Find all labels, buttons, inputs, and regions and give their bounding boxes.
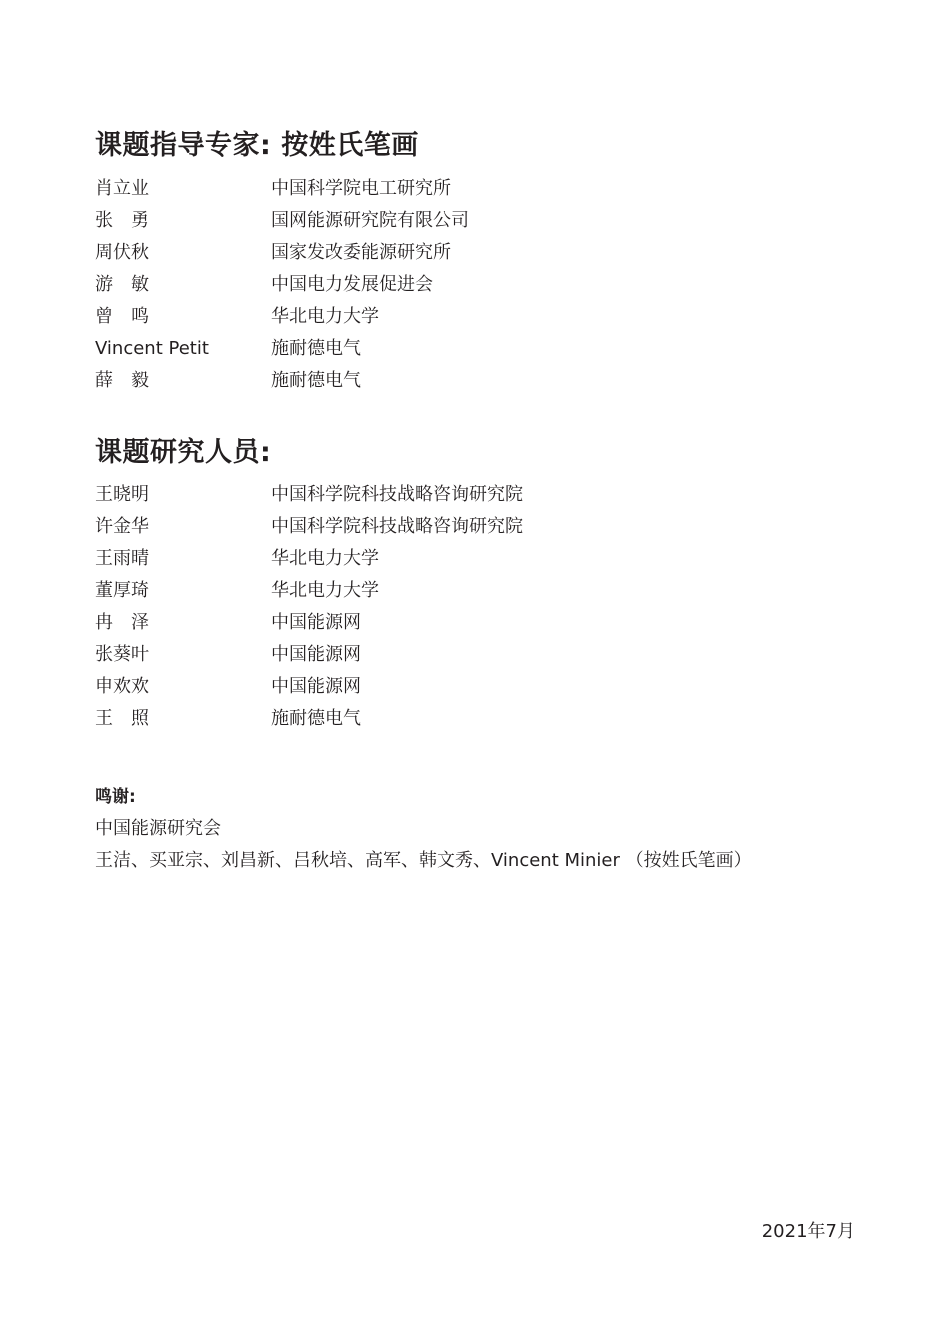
advisor-row (95, 173, 795, 205)
advisor-org: 国家发改委能源研究所 (271, 242, 451, 263)
advisor-name: 游 敏 (95, 274, 149, 295)
researcher-org: 施耐德电气 (271, 708, 361, 729)
researcher-org: 中国科学院科技战略咨询研究院 (271, 516, 523, 537)
advisors-heading: 课题指导专家: 按姓氏笔画 (95, 130, 419, 161)
acknowledgement-line: 中国能源研究会 (95, 818, 221, 839)
acknowledgements-heading: 鸣谢: (95, 787, 136, 807)
researcher-row (95, 607, 795, 639)
advisor-name: Vincent Petit (95, 338, 209, 359)
researcher-name: 申欢欢 (95, 676, 149, 697)
researcher-name: 王 照 (95, 708, 149, 729)
researcher-name: 许金华 (95, 516, 149, 537)
researcher-row (95, 543, 795, 575)
researcher-row (95, 671, 795, 703)
researchers-list (95, 479, 795, 735)
researcher-org: 华北电力大学 (271, 580, 379, 601)
advisor-name: 曾 鸣 (95, 306, 149, 327)
advisor-row (95, 301, 795, 333)
advisor-row (95, 269, 795, 301)
advisor-org: 中国电力发展促进会 (271, 274, 433, 295)
researcher-org: 中国能源网 (271, 612, 361, 633)
researchers-heading: 课题研究人员: (95, 437, 272, 468)
advisor-org: 施耐德电气 (271, 338, 361, 359)
researcher-row (95, 703, 795, 735)
researcher-row (95, 639, 795, 671)
researcher-name: 董厚琦 (95, 580, 149, 601)
advisor-row (95, 333, 795, 365)
researcher-org: 中国能源网 (271, 676, 361, 697)
acknowledgements-section (95, 781, 895, 877)
advisor-name: 张 勇 (95, 210, 149, 231)
advisor-row (95, 237, 795, 269)
researcher-org: 华北电力大学 (271, 548, 379, 569)
advisors-list (95, 173, 795, 397)
researcher-org: 中国科学院科技战略咨询研究院 (271, 484, 523, 505)
researcher-name: 冉 泽 (95, 612, 149, 633)
advisor-name: 肖立业 (95, 178, 149, 199)
publication-date: 2021年7月 (761, 1221, 855, 1242)
researcher-name: 张葵叶 (95, 644, 149, 665)
advisor-name: 薛 毅 (95, 370, 149, 391)
researcher-name: 王晓明 (95, 484, 149, 505)
advisor-org: 中国科学院电工研究所 (271, 178, 451, 199)
advisor-org: 国网能源研究院有限公司 (271, 210, 469, 231)
researcher-name: 王雨晴 (95, 548, 149, 569)
advisor-row (95, 365, 795, 397)
advisor-row (95, 205, 795, 237)
advisor-org: 华北电力大学 (271, 306, 379, 327)
researcher-row (95, 511, 795, 543)
advisor-name: 周伏秋 (95, 242, 149, 263)
advisor-org: 施耐德电气 (271, 370, 361, 391)
researcher-org: 中国能源网 (271, 644, 361, 665)
researcher-row (95, 479, 795, 511)
acknowledgement-line: 王洁、买亚宗、刘昌新、吕秋培、高军、韩文秀、Vincent Minier （按姓氏笔画） (95, 850, 752, 871)
researcher-row (95, 575, 795, 607)
